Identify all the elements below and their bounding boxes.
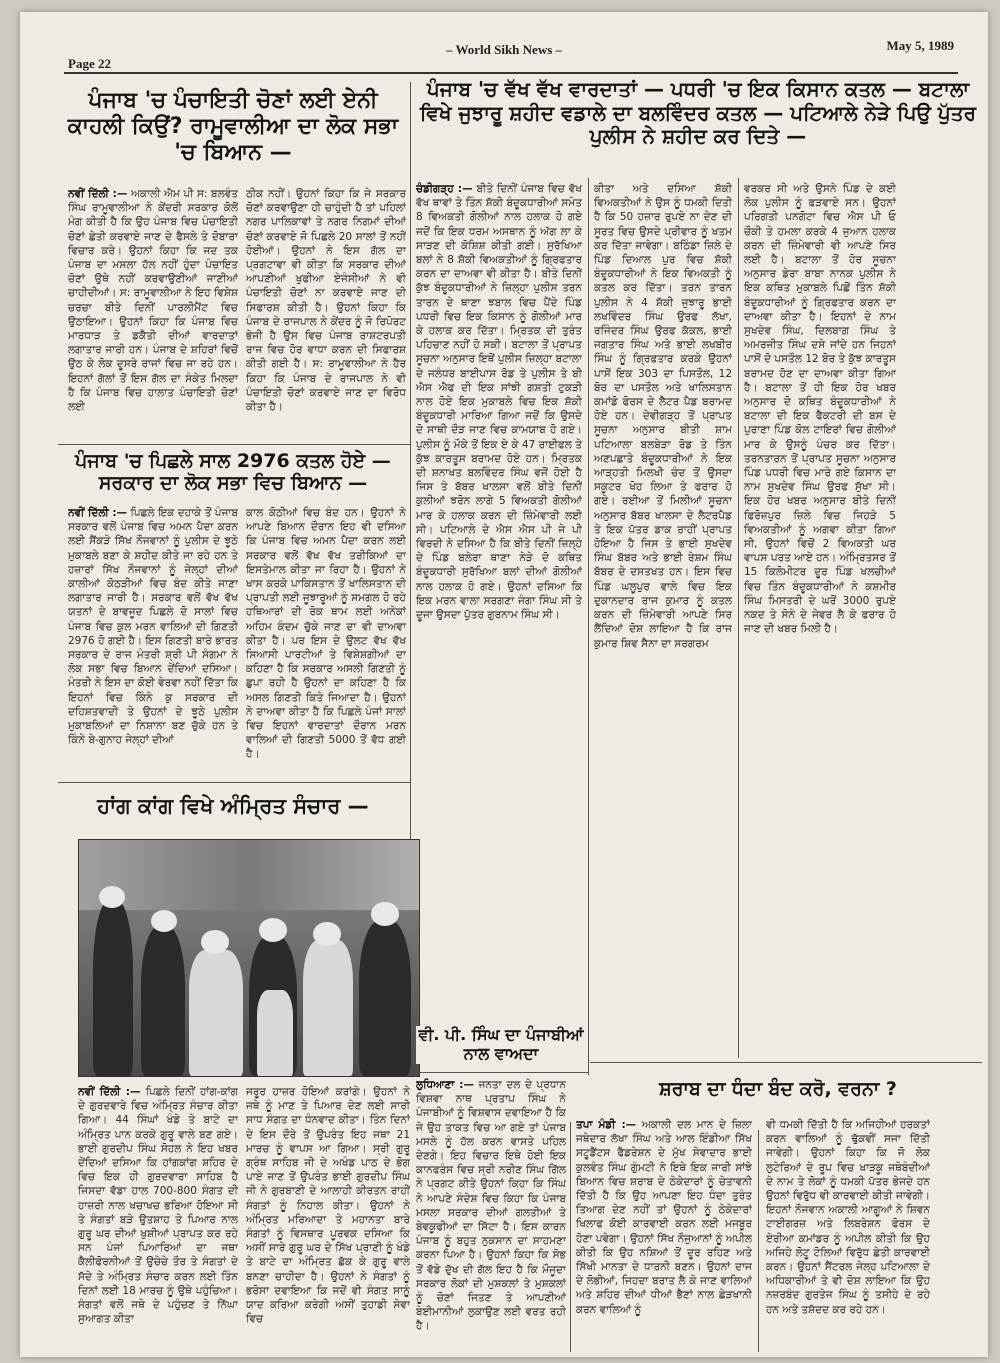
article-body-liquor-col2: ਵੀ ਧਮਕੀ ਦਿੱਤੀ ਹੈ ਕਿ ਅਜਿਹੀਆਂ ਹਰਕਤਾਂ ਕਰਨ ਵਾਲਿਆਂ ਨੂੰ ਢੁੱਕਵੀਂ ਸਜਾ ਦਿੱਤੀ ਜਾਵੇਗੀ। ਉਹਨਾਂ ਕਿਹਾ ਕਿ ਜੋ ਲੋਕ ਲੁਟੇਰਿਆਂ ਦੇ ਰੂਪ ਵਿਚ ਖਾੜਕੂ ਜਥੇਬੰਦੀਆਂ ਦੇ ਨਾਮ ਤੇ ਲੋਕਾਂ ਨੂੰ ਧਮਕੀ ਪੱਤਰ ਭੇਜਦੇ ਹਨ ਉਹਨਾਂ ਵਿਰੁੱਧ ਵੀ ਕਾਰਵਾਈ ਕੀਤੀ ਜਾਵੇਗੀ। ਇਹਨਾਂ ਨੌਜਵਾਨ ਅਕਾਲੀ ਆਗੂਆਂ ਨੇ ਸ਼ਿਵਨ ਟਾਈਗਰਜ਼ ਅਤੇ ਲਿਬਰੇਸ਼ਨ ਫੋਰਸ ਦੇ ਏਰੀਆ ਕਮਾਂਡਰ ਨੂੰ ਅਪੀਲ ਕੀਤੀ ਕਿ ਉਹ ਅਜਿਹੇ ਲੋਟੂ ਟੋਲਿਆਂ ਵਿਰੁੱਧ ਛੇਤੀ ਕਾਰਵਾਈ ਕਰਨ। ਉਹਨਾਂ ਸੈਂਟਰਲ ਜੇਲ੍ਹ ਪਟਿਆਲਾ ਦੇ ਅਧਿਕਾਰੀਆਂ ਤੇ ਵੀ ਦੋਸ਼ ਲਾਇਆ ਕਿ ਉਹ ਨਜ਼ਰਬੰਦ ਗੁਰਤੇਜ ਸਿੰਘ ਨੂੰ ਤਸੀਹੇ ਦੇ ਰਹੇ ਹਨ ਅਤੇ ਤਸ਼ੱਦਦ ਕਰ ਰਹੇ ਹਨ। [766, 1119, 930, 1316]
article-body-incidents-col2: ਕੀਤਾ ਅਤੇ ਦਸਿਆ ਸ਼ੱਕੀ ਵਿਅਕਤੀਆਂ ਨੇ ਉਸ ਨੂੰ ਧਮਕੀ ਦਿਤੀ ਹੈ ਕਿ 50 ਹਜ਼ਾਰ ਰੁਪਏ ਨਾ ਦੇਣ ਦੀ ਸੂਰਤ ਵਿਚ ਉਸਦੇ ਪ੍ਰੀਵਾਰ ਨੂੰ ਖਤਮ ਕਰ ਦਿੱਤਾ ਜਾਵੇਗਾ। ਬਠਿੰਡਾ ਜ਼ਿਲੇ ਦੇ ਪਿੰਡ ਦਿਆਲ ਪੁਰ ਵਿਚ ਸ਼ੱਕੀ ਬੰਦੂਕਧਾਰੀਆਂ ਨੇ ਇਕ ਵਿਅਕਤੀ ਨੂੰ ਕਤਲ ਕਰ ਦਿੱਤਾ। ਤਰਨ ਤਾਰਨ ਪੁਲੀਸ ਨੇ 4 ਸ਼ੱਕੀ ਜੁਝਾਰੂ ਭਾਈ ਲਖਵਿੰਦਰ ਸਿੰਘ ਉਰਫ ਲੱਖਾ, ਰਜਿੰਦਰ ਸਿੰਘ ਉਰਫ ਕੱਕਲ, ਭਾਈ ਜਗਤਾਰ ਸਿੰਘ ਅਤੇ ਭਾਈ ਲਖਬੀਰ ਸਿੰਘ ਨੂੰ ਗ੍ਰਿਫਤਾਰ ਕਰਕੇ ਉਹਨਾਂ ਪਾਸੋਂ ਇਕ 303 ਦਾ ਪਿਸਤੌਲ, 12 ਬੋਰ ਦਾ ਪਸਤੌਲ ਅਤੇ ਖਾਲਿਸਤਾਨ ਕਮਾਂਡੋ ਫੋਰਸ ਦੇ ਲੈਟਰ ਪੈਡ ਬਰਾਮਦ ਹੋਏ ਹਨ। ਦੇਵੀਗੜ੍ਹ ਤੋਂ ਪ੍ਰਾਪਤ ਸੂਚਨਾ ਅਨੁਸਾਰ ਬੀਤੀ ਸ਼ਾਮ ਪਟਿਆਲਾ ਬਲਬੇੜਾ ਰੋਡ ਤੇ ਤਿੰਨ ਅਣਪਛਾਤੇ ਬੰਦੂਕਧਾਰੀਆਂ ਨੇ ਇਕ ਆੜ੍ਹਤੀ ਮਿਲਖੀ ਚੰਦ ਤੋਂ ਉਸਦਾ ਸਕੂਟਰ ਖੋਹ ਲਿਆ ਤੇ ਫਰਾਰ ਹੋ ਗਏ। ਰਈਆ ਤੋਂ ਮਿਲੀਆਂ ਸੂਚਨਾ ਅਨੁਸਾਰ ਬੱਬਰ ਖਾਲਸਾ ਦੇ ਲੈਟਰਪੈਡ ਤੇ ਇਕ ਪੱਤਰ ਡਾਕ ਰਾਹੀਂ ਪ੍ਰਾਪਤ ਹੋਇਆ ਹੈ ਜਿਸ ਤੇ ਭਾਈ ਸੁਖਦੇਵ ਸਿੰਘ ਬੱਬਰ ਅਤੇ ਭਾਈ ਰੇਸ਼ਮ ਸਿੰਘ ਬੱਬਰ ਦੇ ਦਸਤਖਤ ਹਨ। ਇਸ ਵਿਚ ਪਿੰਡ ਘਲੂਪੁਰ ਵਾਲੇ ਵਿਚ ਇਕ ਦੁਕਾਨਦਾਰ ਰਾਜ ਕੁਮਾਰ ਨੂੰ ਕਤਲ ਕਰਨ ਦੀ ਜ਼ਿੰਮੇਵਾਰੀ ਆਪਣੇ ਸਿਰ ਲੈਂਦਿਆਂ ਦੋਸ਼ ਲਾਇਆ ਹੈ ਕਿ ਰਾਜ ਕੁਮਾਰ ਸ਼ਿਵ ਸੈਨਾ ਦਾ ਸਰਗਰਮ [594, 183, 732, 650]
publication-name: – World Sikh News – [445, 42, 563, 57]
article-body-liquor-col1: ਤਪਾ ਮੰਡੀ :— ਅਕਾਲੀ ਦਲ ਮਾਨ ਦੇ ਜ਼ਿਲਾ ਜਥੇਦਾਰ ਲੱਖਾ ਸਿੰਘ ਅਤੇ ਆਲ ਇੰਡੀਆ ਸਿੱਖ ਸਟੂਡੈਂਟਸ ਫੈਡਰੇਸ਼ਨ ਦੇ ਮੁੱਖ ਸੇਵਾਦਾਰ ਭਾਈ ਕੁਲਵੰਤ ਸਿੰਘ ਗੁੰਮਟੀ ਨੇ ਇਥੇ ਇਕ ਜਾਰੀ ਸਾਂਝੇ ਬਿਆਨ ਵਿਚ ਸ਼ਰਾਬ ਦੇ ਠੇਕੇਦਾਰਾਂ ਨੂੰ ਚੇਤਾਵਨੀ ਦਿੱਤੀ ਹੈ ਕਿ ਉਹ ਆਪਣਾ ਇਹ ਧੰਦਾ ਤੁਰੰਤ ਤਿਆਗ ਦੇਣ ਨਹੀਂ ਤਾਂ ਉਹਨਾਂ ਨੂੰ ਠੇਕੇਦਾਰਾਂ ਖਿਲਾਫ ਕੋਈ ਕਾਰਵਾਈ ਕਰਨ ਲਈ ਮਜਬੂਰ ਹੋਣਾ ਪਵੇਗਾ। ਉਹਨਾਂ ਸਿੱਖ ਨੌਜੁਆਨਾਂ ਨੂੰ ਅਪੀਲ ਕੀਤੀ ਕਿ ਉਹ ਨਸ਼ਿਆਂ ਤੋਂ ਦੂਰ ਰਹਿਣ ਅਤੇ ਸਿੱਖੀ ਮਾਨਤਾ ਦੇ ਧਾਰਨੀ ਬਣਨ। ਉਹਨਾਂ ਦਾਜ ਦੇ ਲੋਭੀਆਂ, ਜਿਹਦਾ ਬਰਾਤ ਲੈ ਕੇ ਜਾਣ ਵਾਲਿਆਂ ਅਤੇ ਸ਼ਹਿਰ ਦੀਆਂ ਧੀਆਂ ਭੈਣਾਂ ਨਾਲ ਛੇੜਖਾਨੀ ਕਰਨ ਵਾਲਿਆਂ ਨੂੰ [576, 1119, 752, 1316]
article-headline-hong-kong-amrit: ਹਾਂਗ ਕਾਂਗ ਵਿਖੇ ਅੰਮ੍ਰਿਤ ਸੰਚਾਰ — [97, 794, 369, 818]
column-divider [738, 178, 739, 1058]
dateline: ਤਪਾ ਮੰਡੀ :— [576, 1119, 637, 1131]
article-headline-panchayat-elections: ਪੰਜਾਬ 'ਚ ਪੰਚਾਇਤੀ ਚੋਣਾਂ ਲਈ ਏਨੀ ਕਾਹਲੀ ਕਿਉਂ? ਰਾਮੂਵਾਲੀਆ ਦਾ ਲੋਕ ਸਭਾ 'ਚ ਬਿਆਨ — [67, 88, 399, 165]
dateline: ਨਵੀਂ ਦਿੱਲੀ :— [68, 188, 128, 200]
article-body-incidents-col3: ਵਰਕਰ ਸੀ ਅਤੇ ਉਸਨੇ ਪਿੰਡ ਦੇ ਕਈ ਲੋਕ ਪੁਲੀਸ ਨੂੰ ਫੜਵਾਏ ਸਨ। ਉਹਨਾਂ ਪਰਿਗਤੀ ਪਨਗੋਟਾ ਵਿਚ ਐਸ ਪੀ ਓ ਚੌਕੀ ਤੇ ਹਮਲਾ ਕਰਕੇ 4 ਜੁਆਨ ਹਲਾਕ ਕਰਨ ਦੀ ਜ਼ਿੰਮੇਵਾਰੀ ਵੀ ਆਪਣੇ ਸਿਰ ਲਈ ਹੈ। ਬਟਾਲਾ ਤੋਂ ਹੋਰ ਸੂਚਨਾ ਅਨੁਸਾਰ ਡੇਰਾ ਬਾਬਾ ਨਾਨਕ ਪੁਲੀਸ ਨੇ ਇਕ ਕਥਿਤ ਮੁਕਾਬਲੇ ਪਿਛੋਂ ਤਿੰਨ ਸ਼ੱਕੀ ਬੰਦੂਕਧਾਰੀਆਂ ਨੂੰ ਗ੍ਰਿਫਤਾਰ ਕਰਨ ਦਾ ਦਾਅਵਾ ਕੀਤਾ ਹੈ। ਇਹਨਾਂ ਦੇ ਨਾਮ ਸੁਖਦੇਵ ਸਿੰਘ, ਦਿਲਬਾਗ ਸਿੰਘ ਤੇ ਅਮਰਜੀਤ ਸਿੰਘ ਦਸੇ ਜਾਂਦੇ ਹਨ ਜਿਹਨਾਂ ਪਾਸੋਂ ਦੋ ਪਸਤੌਲ 12 ਬੋਰ ਤੇ ਕੁੱਝ ਕਾਰਤੂਸ ਬਰਾਮਦ ਹੋਣ ਦਾ ਦਾਅਵਾ ਕੀਤਾ ਗਿਆ ਹੈ। ਬਟਾਲਾ ਤੋਂ ਹੀ ਇਕ ਹੋਰ ਖਬਰ ਅਨੁਸਾਰ ਦੋ ਕਥਿਤ ਬੰਦੂਕਧਾਰੀਆਂ ਨੇ ਬਟਾਲਾ ਦੀ ਇਕ ਫੈਕਟਰੀ ਦੀ ਬਸ ਦੇ ਪੁਰਾਣਾ ਪਿੰਡ ਕੋਲ ਟਾਇਰਾਂ ਵਿਚ ਗੋਲੀਆਂ ਮਾਰ ਕੇ ਉਸਨੂੰ ਪੰਚਰ ਕਰ ਦਿੱਤਾ। ਤਰਨਤਾਰਨ ਤੋਂ ਪ੍ਰਾਪਤ ਸੂਚਨਾ ਅਨੁਸਾਰ ਪਿੰਡ ਪਧਰੀ ਵਿਚ ਮਾਰੇ ਗਏ ਕਿਸਾਨ ਦਾ ਨਾਮ ਸੁਖਦੇਵ ਸਿੰਘ ਉਰਫ ਸੁੱਖਾ ਸੀ। ਇਕ ਹੋਰ ਖਬਰ ਅਨੁਸਾਰ ਬੀਤੇ ਦਿਨੀਂ ਫਿਰੋਜ਼ਪੁਰ ਜ਼ਿਲੇ ਵਿਚ ਜਿਹੜੇ 5 ਵਿਅਕਤੀਆਂ ਨੂੰ ਅਗਵਾ ਕੀਤਾ ਗਿਆ ਸੀ, ਉਹਨਾਂ ਵਿਚੋਂ 2 ਵਿਅਕਤੀ ਘਰ ਵਾਪਸ ਪਰਤ ਆਏ ਹਨ। ਅੰਮ੍ਰਿਤਸਰ ਤੋਂ 15 ਕਿਲੋਮੀਟਰ ਦੂਰ ਪਿੰਡ ਖਲਚੀਆਂ ਵਿਚ ਤਿੰਨ ਬੰਦੂਕਧਾਰੀਆਂ ਨੇ ਕਸ਼ਮੀਰ ਸਿੰਘ ਮਿਸਤਰੀ ਦੇ ਘਰੋਂ 3000 ਰੁਪਏ ਨਕਦ ਤੇ ਸੋਨੇ ਦੇ ਜੇਵਰ ਲੈ ਕੇ ਫਰਾਰ ਹੋ ਜਾਣ ਦੀ ਖਬਰ ਮਿਲੀ ਹੈ। [744, 183, 896, 636]
article-body-incidents-col1: ਚੰਡੀਗੜ੍ਹ :— ਬੀਤੇ ਦਿਨੀਂ ਪੰਜਾਬ ਵਿਚ ਵੱਖ ਵੱਖ ਥਾਵਾਂ ਤੇ ਤਿੰਨ ਸ਼ੱਕੀ ਬੰਦੂਕਧਾਰੀਆਂ ਸਮੇਤ 8 ਵਿਅਕਤੀ ਗੋਲੀਆਂ ਨਾਲ ਹਲਾਕ ਹੋ ਗਏ ਜਦੋਂ ਕਿ ਇਕ ਧਰਮ ਅਸਥਾਨ ਨੂੰ ਅੱਗ ਲਾ ਕੇ ਸਾੜਣ ਦੀ ਕੋਸ਼ਿਸ਼ ਕੀਤੀ ਗਈ। ਸੁਰੱਖਿਆ ਬਲਾਂ ਨੇ 8 ਸ਼ੱਕੀ ਵਿਅਕਤੀਆਂ ਨੂੰ ਗ੍ਰਿਫਤਾਰ ਕਰਨ ਦਾ ਦਾਅਵਾ ਵੀ ਕੀਤਾ ਹੈ। ਬੀਤੇ ਦਿਨੀਂ ਕੁੱਝ ਬੰਦੂਕਧਾਰੀਆਂ ਨੇ ਜ਼ਿਲ੍ਹਾ ਪੁਲੀਸ ਤਰਨ ਤਾਰਨ ਦੇ ਥਾਣਾ ਝਬਾਲ ਵਿਚ ਪੈਂਦੇ ਪਿੰਡ ਪਧਰੀ ਵਿਚ ਇਕ ਕਿਸਾਨ ਨੂੰ ਗੋਲੀਆਂ ਮਾਰ ਕੇ ਹਲਾਕ ਕਰ ਦਿੱਤਾ। ਮ੍ਰਿਤਕ ਦੀ ਤੁਰੰਤ ਪਹਿਚਾਣ ਨਹੀਂ ਹੋ ਸਕੀ। ਬਟਾਲਾ ਤੋਂ ਪ੍ਰਾਪਤ ਸੂਚਨਾ ਅਨੁਸਾਰ ਇਥੋਂ ਪੁਲੀਸ ਜ਼ਿਲ੍ਹਾ ਬਟਾਲਾ ਦੇ ਜਲੰਧਰ ਬਾਈਪਾਸ ਰੋਡ ਤੇ ਪੁਲੀਸ ਤੇ ਬੀ ਐਸ ਐਫ ਦੀ ਇਕ ਸਾਂਝੀ ਗਸ਼ਤੀ ਟੁਕੜੀ ਨਾਲ ਹੋਏ ਇਕ ਮੁਕਾਬਲੇ ਵਿਚ ਇਕ ਸ਼ੱਕੀ ਬੰਦੂਕਧਾਰੀ ਮਾਰਿਆ ਗਿਆ ਜਦੋਂ ਕਿ ਉਸਦੇ ਦੋ ਸਾਥੀ ਦੌੜ ਜਾਣ ਵਿਚ ਕਾਮਯਾਬ ਹੋ ਗਏ। ਪੁਲੀਸ ਨੂੰ ਮੌਕੇ ਤੋਂ ਇਕ ਏ ਕੇ 47 ਰਾਈਫਲ ਤੇ ਕੁੱਝ ਕਾਰਤੂਸ ਬਰਾਮਦ ਹੋਏ ਹਨ। ਮ੍ਰਿਤਕ ਦੀ ਸ਼ਨਾਖਤ ਬਲਵਿੰਦਰ ਸਿੰਘ ਵਜੋਂ ਹੋਈ ਹੈ ਜਿਸ ਤੇ ਬੱਬਰ ਖਾਲਸਾ ਵਲੋਂ ਬੀਤੇ ਦਿਨੀਂ ਕੁਲੀਆਂ ਝਰੋਨ ਲਾਗੇ 5 ਵਿਅਕਤੀ ਗੋਲੀਆਂ ਮਾਰ ਕੇ ਹਲਾਕ ਕਰਨ ਦੀ ਜ਼ਿੰਮੇਵਾਰੀ ਲਈ ਸੀ। ਪਟਿਆਲੇ ਦੇ ਐਸ ਐਸ ਪੀ ਜੇ ਪੀ ਵਿਰਦੀ ਨੇ ਦਸਿਆ ਹੈ ਕਿ ਬੀਤੇ ਦਿਨੀਂ ਜ਼ਿਲ੍ਹੇ ਦੇ ਪਿੰਡ ਬਲੇਰਾ ਥਾਣਾ ਨੇੜੇ ਦੋ ਕਥਿਤ ਬੰਦੂਕਧਾਰੀ ਸੁਰੱਖਿਆ ਬਲਾਂ ਦੀਆਂ ਗੋਲੀਆਂ ਨਾਲ ਹਲਾਕ ਹੋ ਗਏ। ਉਹਨਾਂ ਦਸਿਆ ਕਿ ਇਕ ਮਰਨ ਵਾਲਾ ਸਰਗਣਾ ਜੰਗਾ ਸਿੰਘ ਸੀ ਤੇ ਦੂਜਾ ਉਸਦਾ ਪੁੱਤਰ ਗੁਰਨਾਮ ਸਿੰਘ ਸੀ। [416, 183, 582, 622]
dateline: ਨਵੀਂ ਦਿੱਲੀ :— [78, 1086, 141, 1098]
dateline: ਨਵੀਂ ਦਿੱਲੀ :— [68, 507, 128, 519]
issue-date: May 5, 1989 [886, 38, 954, 53]
congregation-photo [78, 839, 420, 1077]
dateline: ਚੰਡੀਗੜ੍ਹ :— [416, 183, 473, 195]
article-headline-vp-singh: ਵੀ. ਪੀ. ਸਿੰਘ ਦਾ ਪੰਜਾਬੀਆਂ ਨਾਲ ਵਾਅਦਾ [416, 1026, 586, 1064]
section-divider [412, 1072, 588, 1073]
newspaper-page [20, 12, 988, 1357]
page-number: Page 22 [68, 56, 111, 71]
article-body-killings-col1: ਨਵੀਂ ਦਿੱਲੀ :— ਪਿਛਲੇ ਇਕ ਦਹਾਕੇ ਤੋਂ ਪੰਜਾਬ ਸਰਕਾਰ ਵਲੋਂ ਪੰਜਾਬ ਵਿਚ ਅਮਨ ਪੈਦਾ ਕਰਨ ਲਈ ਸੈਂਕੜੇ ਸਿੱਖ ਨੌਜਵਾਨਾਂ ਨੂੰ ਪੁਲੀਸ ਦੇ ਝੂਠੇ ਮੁਕਾਬਲੇ ਬਣਾ ਕੇ ਸ਼ਹੀਦ ਕੀਤੇ ਜਾ ਰਹੇ ਹਨ ਤੇ ਹਜ਼ਾਰਾਂ ਸਿੱਖ ਨੌਜਵਾਨਾਂ ਨੂੰ ਜੇਲ੍ਹਾਂ ਦੀਆਂ ਕਾਲੀਆਂ ਕੋਠੜੀਆਂ ਵਿਚ ਬੰਦ ਕੀਤੇ ਜਾਣਾ ਲਗਾਤਾਰ ਜਾਰੀ ਹੈ। ਸਰਕਾਰ ਵਲੋਂ ਵੱਖ ਵੱਖ ਯਤਨਾਂ ਦੇ ਬਾਵਜੂਦ ਪਿਛਲੇ ਦੋ ਸਾਲਾਂ ਵਿਚ ਪੰਜਾਬ ਵਿਚ ਕੁਲ ਮਰਨ ਵਾਲਿਆਂ ਦੀ ਗਿਣਤੀ 2976 ਹੋ ਗਈ ਹੈ। ਇਸ ਗਿਣਤੀ ਬਾਰੇ ਭਾਰਤ ਸਰਕਾਰ ਦੇ ਰਾਜ ਮੰਤਰੀ ਸ਼੍ਰੀ ਪੀ ਸੰਗਮਾ ਨੇ ਲੋਕ ਸਭਾ ਵਿਚ ਬਿਆਨ ਦੇਂਦਿਆਂ ਦਸਿਆ। ਮੰਤਰੀ ਨੇ ਇਸ ਦਾ ਕੋਈ ਵੇਰਵਾ ਨਹੀਂ ਦਿੱਤਾ ਕਿ ਇਹਨਾਂ ਵਿਚ ਕਿੰਨੇ ਕੁ ਸਰਕਾਰ ਦੀ ਦਹਿਸ਼ਤਵਾਦੀ ਤੇ ਉਹਨਾਂ ਦੇ ਝੂਠੇ ਪੁਲੀਸ ਮੁਕਾਬਲਿਆਂ ਦਾ ਨਿਸ਼ਾਨਾ ਬਣ ਚੁੱਕੇ ਹਨ ਤੇ ਕਿੰਨੇ ਬੇ-ਗੁਨਾਹ ਜੇਲ੍ਹਾਂ ਦੀਆਂ [68, 507, 238, 747]
article-body-killings-col2: ਕਾਲ ਕੋਠੀਆਂ ਵਿਚ ਬੰਦ ਹਨ। ਉਹਨਾਂ ਨੇ ਆਪਣੇ ਬਿਆਨ ਦੌਰਾਨ ਇਹ ਵੀ ਦਸਿਆ ਕਿ ਪੰਜਾਬ ਵਿਚ ਅਮਨ ਪੈਦਾ ਕਰਨ ਲਈ ਸਰਕਾਰ ਵਲੋਂ ਵੱਖ ਵੱਖ ਤਰੀਕਿਆਂ ਦਾ ਇਸਤੇਮਾਲ ਕੀਤਾ ਜਾ ਰਿਹਾ ਹੈ। ਉਹਨਾਂ ਨੇ ਖਾਸ ਕਰਕੇ ਪਾਕਿਸਤਾਨ ਤੋਂ ਖਾਲਿਸਤਾਨ ਦੀ ਪ੍ਰਾਪਤੀ ਲਈ ਜੂਝਾਰੂਆਂ ਨੂੰ ਸਮਗਲ ਹੋ ਰਹੇ ਹਥਿਆਰਾਂ ਦੀ ਰੋਕ ਥਾਮ ਲਈ ਅਨੇਕਾਂ ਅਹਿਮ ਕੰਦਮ ਚੁੱਕੇ ਜਾਣ ਦਾ ਵੀ ਦਾਅਵਾ ਕੀਤਾ ਹੈ। ਪਰ ਇਸ ਦੇ ਉਲਟ ਵੱਖ ਵੱਖ ਸਿਆਸੀ ਪਾਰਟੀਆਂ ਤੇ ਵਿਸ਼ੇਸ਼ਗੀਆਂ ਦਾ ਕਹਿਣਾ ਹੈ ਕਿ ਸਰਕਾਰ ਅਸਲੀ ਗਿਣਤੀ ਨੂੰ ਛੁਪਾ ਰਹੀ ਹੈ ਉਹਨਾਂ ਦਾ ਕਹਿਣਾ ਹੈ ਕਿ ਅਸਲ ਗਿਣਤੀ ਕਿਤੇ ਜਿਆਦਾ ਹੈ। ਉਹਨਾਂ ਨੇ ਦਾਅਵਾ ਕੀਤਾ ਹੈ ਕਿ ਪਿਛਲੇ ਪੰਜਾਂ ਸਾਲਾਂ ਵਿਚ ਇਹਨਾਂ ਵਾਰਦਾਤਾਂ ਦੌਰਾਨ ਮਰਨ ਵਾਲਿਆਂ ਦੀ ਗਿਣਤੀ 5000 ਤੋਂ ਵੱਧ ਗਈ ਹੈ। [246, 507, 406, 761]
header-rule [64, 72, 958, 74]
article-body-panchayat-col1: ਨਵੀਂ ਦਿੱਲੀ :— ਅਕਾਲੀ ਐਮ ਪੀ ਸ: ਬਲਵੰਤ ਸਿੰਘ ਰਾਮੂਵਾਲੀਆ ਨੇ ਕੇਂਦਰੀ ਸਰਕਾਰ ਕੋਲੋਂ ਮੰਗ ਕੀਤੀ ਹੈ ਕਿ ਉਹ ਪੰਜਾਬ ਵਿਚ ਪੰਚਾਇਤੀ ਚੋਣਾਂ ਛੇਤੀ ਕਰਵਾਏ ਜਾਣ ਦੇ ਫੈਸਲੇ ਤੇ ਦੋਬਾਰਾ ਵਿਚਾਰ ਕਰੇ। ਉਹਨਾਂ ਕਿਹਾ ਕਿ ਜਦ ਤਕ ਪੰਜਾਬ ਦਾ ਮਸਲਾ ਹੱਲ ਨਹੀਂ ਹੁੰਦਾ ਪੰਚਾਇਤ ਚੋਣਾਂ ਉਥੇ ਨਹੀਂ ਕਰਵਾਉਣੀਆਂ ਜਾਣੀਆਂ ਚਾਹੀਦੀਆਂ। ਸ: ਰਾਮੂਵਾਲੀਆ ਨੇ ਇਹ ਵਿਸ਼ੇਸ਼ ਚਰਚਾ ਬੀਤੇ ਦਿਨੀਂ ਪਾਰਲੀਮੈਂਟ ਵਿਚ ਉਠਾਇਆ। ਉਹਨਾਂ ਕਿਹਾ ਕਿ ਪੰਜਾਬ ਵਿਚ ਮਾਰਧਾੜ ਤੇ ਡਕੈਤੀ ਦੀਆਂ ਵਾਰਦਾਤਾਂ ਲਗਾਤਾਰ ਜਾਰੀ ਹਨ। ਪੰਜਾਬ ਦੇ ਸ਼ਹਿਰਾਂ ਵਿਚੋਂ ਉਠ ਕੇ ਲੋਕ ਦੂਸਰੇ ਰਾਜਾਂ ਵਿਚ ਜਾ ਰਹੇ ਹਨ। ਇਹਨਾਂ ਗੱਲਾਂ ਤੋਂ ਇਸ ਗੱਲ ਦਾ ਸੰਕੇਤ ਮਿਲਦਾ ਹੈ ਕਿ ਪੰਜਾਬ ਵਿਚ ਹਾਲਾਤ ਪੰਚਾਇਤੀ ਚੋਣਾਂ ਲਈ [68, 188, 238, 414]
column-divider [570, 1122, 571, 1352]
article-body-panchayat-col2: ਠੀਕ ਨਹੀਂ। ਉਹਨਾਂ ਕਿਹਾ ਕਿ ਜੇ ਸਰਕਾਰ ਚੋਣਾਂ ਕਰਵਾਉਣਾ ਹੀ ਚਾਹੁੰਦੀ ਹੈ ਤਾਂ ਪਹਿਲਾਂ ਨਗਰ ਪਾਲਿਕਾਵਾਂ ਤੇ ਨਗਰ ਨਿਗਮਾਂ ਦੀਆਂ ਚੋਣਾਂ ਕਰਵਾਏ ਜੋ ਪਿਛਲੇ 20 ਸਾਲਾਂ ਤੋਂ ਨਹੀਂ ਹੋਈਆਂ। ਉਹਨਾਂ ਨੇ ਇਸ ਗੱਲ ਦਾ ਪ੍ਰਗਟਾਵਾ ਵੀ ਕੀਤਾ ਕਿ ਸਰਕਾਰ ਦੀਆਂ ਆਪਣੀਆਂ ਖੁਫੀਆ ਏਜੰਸੀਆਂ ਨੇ ਵੀ ਪੰਚਾਇਤੀ ਚੋਣਾਂ ਨਾ ਕਰਵਾਏ ਜਾਣ ਦੀ ਸਿਫਾਰਸ਼ ਕੀਤੀ ਹੈ। ਉਹਨਾਂ ਕਿਹਾ ਕਿ ਪੰਜਾਬ ਦੇ ਰਾਜਪਾਲ ਨੇ ਕੇਂਦਰ ਨੂੰ ਜੋ ਰਿਪੋਰਟ ਭੇਜੀ ਹੈ ਉਸ ਵਿਚ ਪੰਜਾਬ ਰਾਸ਼ਟਰਪਤੀ ਰਾਜ ਵਿਚ ਹੋਰ ਵਾਧਾ ਕਰਨ ਦੀ ਸਿਫਾਰਸ਼ ਕੀਤੀ ਗਈ ਹੈ। ਸ: ਰਾਮੂਵਾਲੀਆ ਨੇ ਹੈਰ ਕਿਹਾ ਕਿ ਪੰਜਾਬ ਦੇ ਰਾਜਪਾਲ ਨੇ ਵੀ ਪੰਚਾਇਤੀ ਚੋਣਾਂ ਕਰਵਾਏ ਜਾਣ ਦਾ ਵਿਰੋਧ ਕੀਤਾ ਹੈ। [246, 188, 406, 414]
column-divider [758, 1130, 759, 1352]
article-body-vp-singh: ਲੁਧਿਆਣਾ :— ਜਨਤਾ ਦਲ ਦੇ ਪ੍ਰਧਾਨ ਵਿਸ਼ਵਾ ਨਾਥ ਪ੍ਰਤਾਪ ਸਿੰਘ ਨੇ ਪੰਜਾਬੀਆਂ ਨੂੰ ਵਿਸ਼ਵਾਸ ਦਵਾਇਆ ਹੈ ਕਿ ਜੇ ਉਹ ਤਾਕਤ ਵਿਚ ਆ ਗਏ ਤਾਂ ਪੰਜਾਬ ਮਸਲੇ ਨੂੰ ਹੱਲ ਕਰਨ ਵਾਸਤੇ ਪਹਿਲ ਦੇਣਗੇ। ਇਹ ਵਿਚਾਰ ਇਥੇ ਹੋਈ ਇਕ ਕਾਨਫਰੰਸ ਵਿਚ ਸ੍ਰੀ ਨਰੀਣ ਸਿੰਘ ਗਿੱਲ ਨੇ ਪ੍ਰਗਟ ਕੀਤੇ ਉਹਨਾਂ ਕਿਹਾ ਕਿ ਸਿੰਘ ਨੇ ਆਪਣੇ ਸੰਦੇਸ਼ ਵਿਚ ਕਿਹਾ ਕਿ ਪੰਜਾਬ ਮਸਲਾ ਸਰਕਾਰ ਦੀਆਂ ਗਲਤੀਆਂ ਤੇ ਬੇਵਕੂਫੀਆਂ ਦਾ ਸਿੱਟਾ ਹੈ। ਇਸ ਕਾਰਨ ਪੰਜਾਬ ਨੂੰ ਬਹੁਤ ਨੁਕਸਾਨ ਦਾ ਸਾਹਮਣਾ ਕਰਨਾ ਪਿਆ ਹੈ। ਉਹਨਾਂ ਕਿਹਾ ਕਿ ਸੋਭ ਤੋਂ ਵੱਡੇ ਦੁੱਖ ਦੀ ਗੱਲ ਇਹ ਹੈ ਕਿ ਮੌਜੂਦਾ ਸਰਕਾਰ ਲੋਕਾਂ ਦੀ ਮੁਸ਼ਕਲਾਂ ਤੇ ਮੁਸ਼ਕਲਾਂ ਨੂੰ ਚੋਣਾਂ ਜਿਤਣ ਤੇ ਆਪਣੀਆਂ ਬੇਈਮਾਨੀਆਂ ਲੁਕਾਉਣ ਲਈ ਵਰਤ ਰਹੀ ਹੈ। [416, 1079, 566, 1333]
section-divider [58, 782, 410, 783]
column-divider [588, 178, 589, 1075]
article-body-hongkong-col2: ਜਰੂਰ ਹਾਜ਼ਰ ਹੋਇਆਂ ਕਰਾਂਗੇ। ਉਹਨਾਂ ਨੇ ਜਥੇ ਨੂੰ ਮਾਣ ਤੇ ਪਿਆਰ ਦੇਣ ਲਈ ਸਾਰੀ ਸਾਧ ਸੰਗਤ ਦਾ ਧੰਨਵਾਦ ਕੀਤਾ। ਤਿੰਨ ਦਿਨਾਂ ਦੇ ਇਸ ਦੌਰੇ ਤੋਂ ਉਪਰੰਤ ਇਹ ਜਥਾ 21 ਮਾਰਚ ਨੂੰ ਵਾਪਸ ਆ ਗਿਆ। ਸ੍ਰੀ ਗੁਰੂ ਗ੍ਰੰਥ ਸਾਹਿਬ ਜੀ ਦੇ ਅਖੰਡ ਪਾਠ ਦੇ ਭੋਗ ਪਾਏ ਜਾਣ ਤੋਂ ਉਪਰੰਤ ਭਾਈ ਗੁਰਦੀਪ ਸਿੰਘ ਜੀ ਨੇ ਗੁਰਬਾਣੀ ਦੇ ਆਲਾਹੀ ਕੀਰਤਨ ਰਾਹੀਂ ਸੰਗਤਾਂ ਨੂੰ ਨਿਹਾਲ ਕੀਤਾ। ਉਹਨਾਂ ਨੇ ਅੰਮ੍ਰਿਤ ਮਰਿਆਦਾ ਤੇ ਮਹਾਨਤਾ ਬਾਰੇ ਸੰਗਤਾਂ ਨੂੰ ਵਿਸਥਾਰ ਪੂਰਵਕ ਦਸਿਆ ਕਿ ਅਸੀਂ ਸਾਰੇ ਗੁਰੂ ਘਰ ਦੇ ਸਿੱਖ ਪ੍ਰਾਣੀ ਨੂੰ ਖੰਡੇ ਤੇ ਬਾਟੇ ਦਾ ਅੰਮ੍ਰਿਤ ਛੱਕ ਕੇ ਗੁਰੂ ਵਾਲੇ ਬਨਣਾ ਚਾਹੀਦਾ ਹੈ। ਉਹਨਾਂ ਨੇ ਸੰਗਤਾਂ ਨੂੰ ਭਰੋਸਾ ਦਵਾਇਆ ਕਿ ਜਦੋਂ ਵੀ ਸੰਗਤ ਸਾਨੂੰ ਯਾਦ ਕਰਿਆ ਕਰੇਗੀ ਅਸੀਂ ਤੁਹਾਡੀ ਸੇਵਾ ਵਿਚ [246, 1086, 410, 1326]
article-headline-punjab-incidents: ਪੰਜਾਬ 'ਚ ਵੱਖ ਵੱਖ ਵਾਰਦਾਤਾਂ — ਪਧਰੀ 'ਚ ਇਕ ਕਿਸਾਨ ਕਤਲ — ਬਟਾਲਾ ਵਿਖੇ ਜੁਝਾਰੂ ਸ਼ਹੀਦ ਵਡਾਲੇ ਦਾ ਬਲਵਿੰਦਰ ਕਤਲ — ਪਟਿਆਲੇ ਨੇੜੇ ਪਿਉ ਪੁੱਤਰ ਪੁਲੀਸ ਨੇ ਸ਼ਹੀਦ ਕਰ ਦਿਤੇ — [419, 77, 977, 149]
article-headline-liquor-trade: ਸ਼ਰਾਬ ਦਾ ਧੰਦਾ ਬੰਦ ਕਰੋ, ਵਰਨਾ ? [659, 1078, 897, 1100]
article-headline-2976-killings: ਪੰਜਾਬ 'ਚ ਪਿਛਲੇ ਸਾਲ 2976 ਕਤਲ ਹੋਏ — ਸਰਕਾਰ ਦਾ ਲੋਕ ਸਭਾ ਵਿਚ ਬਿਆਨ — [75, 450, 391, 495]
article-body-hongkong-col1: ਨਵੀਂ ਦਿੱਲੀ :— ਪਿਛਲੇ ਦਿਨੀਂ ਹਾਂਗ-ਕਾਂਗ ਦੇ ਗੁਰਦਵਾਰੇ ਵਿਚ ਅੰਮ੍ਰਿਤ ਸੰਚਾਰ ਕੀਤਾ ਗਿਆ। 44 ਸਿੰਘਾਂ ਖੰਡੇ ਤੇ ਬਾਟੇ ਦਾ ਅੰਮ੍ਰਿਤ ਪਾਨ ਕਰਕੇ ਗੁਰੂ ਵਾਲੇ ਬਣ ਗਏ। ਭਾਈ ਗੁਰਦੀਪ ਸਿੰਘ ਸੋਹਲ ਨੇ ਇਹ ਖਬਰ ਦੇਂਦਿਆਂ ਦਸਿਆ ਕਿ ਹਾਂਗਕਾਂਗ ਸ਼ਹਿਰ ਦੇ ਵਿਚ ਇਕ ਹੀ ਗੁਰਦਵਾਰਾ ਸਾਹਿਬ ਹੈ ਜਿਸਦਾ ਵੱਡਾ ਹਾਲ 700-800 ਸੰਗਤ ਦੀ ਹਾਜ਼ਰੀ ਨਾਲ ਖਚਾਖਚ ਭਰਿਆ ਹੋਇਆ ਸੀ ਤੇ ਸੰਗਤਾਂ ਬੜੇ ਉਤਸ਼ਾਹ ਤੇ ਪਿਆਰ ਨਾਲ ਗੁਰੂ ਘਰ ਦੀਆਂ ਖੁਸ਼ੀਆਂ ਪ੍ਰਾਪਤ ਕਰ ਰਹੇ ਸਨ ਪੰਜਾਂ ਪਿਆਰਿਆਂ ਦਾ ਜਥਾ ਕੈਲੀਫੋਰਨੀਆਂ ਤੋਂ ਉਚੇਚੇ ਤੌਰ ਤੇ ਸੰਗਤਾਂ ਦੇ ਸੱਦੇ ਤੇ ਅੰਮ੍ਰਿਤ ਸੰਚਾਰ ਕਰਨ ਲਈ ਤਿੰਨ ਦਿਨਾਂ ਲਈ 18 ਮਾਰਚ ਨੂੰ ਉਥੇ ਪਹੁੰਚਿਆ। ਸੰਗਤਾਂ ਵਲੋਂ ਜਥੇ ਦੇ ਪਹੁੰਚਣ ਤੇ ਨਿੱਘਾ ਸੁਆਗਤ ਕੀਤਾ [78, 1086, 238, 1326]
dateline: ਲੁਧਿਆਣਾ :— [416, 1079, 474, 1091]
section-divider [58, 444, 410, 445]
